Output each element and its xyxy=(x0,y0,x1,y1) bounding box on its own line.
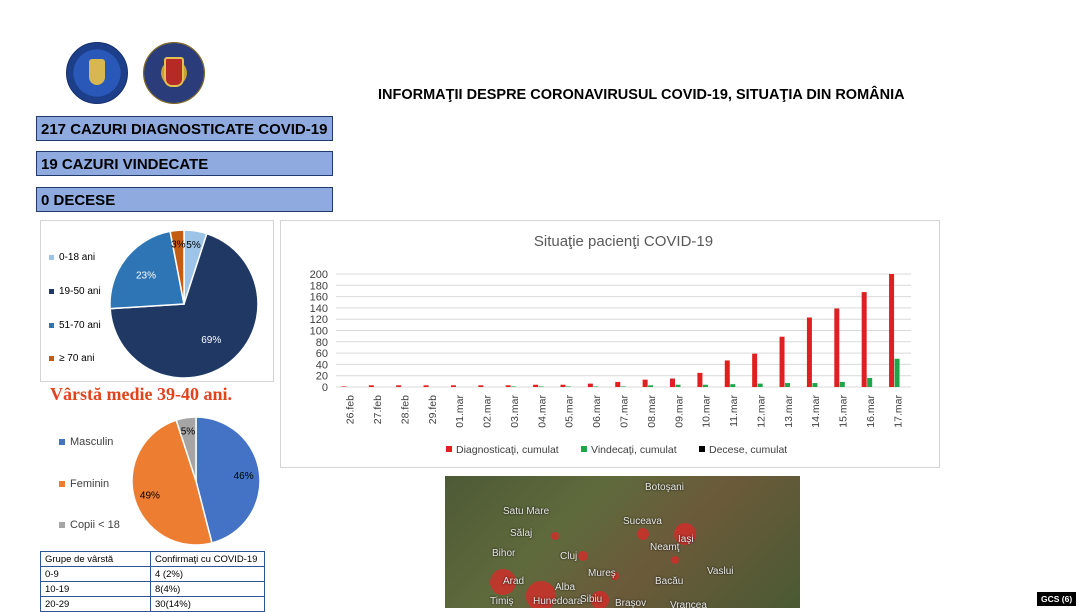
chart-title: Situaţie pacienţi COVID-19 xyxy=(533,233,714,250)
bar xyxy=(539,386,544,387)
bar xyxy=(396,385,401,387)
x-tick-label: 09.mar xyxy=(673,395,686,428)
table-row xyxy=(41,597,265,612)
x-tick-label: 14.mar xyxy=(810,395,823,428)
x-tick-label: 16.mar xyxy=(864,395,877,428)
x-tick-label: 12.mar xyxy=(755,395,768,428)
table-cell: 20-29 xyxy=(41,597,151,612)
age-legend-item: ≥ 70 ani xyxy=(49,353,95,364)
bar xyxy=(752,354,757,387)
age-pie-chart xyxy=(109,229,259,379)
bar xyxy=(566,386,571,387)
romania-map-image xyxy=(445,476,800,608)
x-tick-label: 27.feb xyxy=(372,395,385,425)
x-tick-label: 13.mar xyxy=(782,395,795,428)
case-cluster-dot xyxy=(671,556,679,564)
case-cluster-dot xyxy=(551,532,559,540)
bar xyxy=(451,385,456,387)
case-cluster-dot xyxy=(578,551,588,561)
x-tick-label: 07.mar xyxy=(618,395,631,428)
y-tick-label: 60 xyxy=(315,348,328,361)
age-legend-item: 51-70 ani xyxy=(49,320,101,331)
x-tick-label: 05.mar xyxy=(563,395,576,428)
legend-label: Vindecaţi, cumulat xyxy=(591,444,677,456)
x-tick-label: 10.mar xyxy=(700,395,713,428)
legend-swatch xyxy=(581,446,587,452)
table-cell: 10-19 xyxy=(41,582,151,597)
x-tick-label: 03.mar xyxy=(508,395,521,428)
bar xyxy=(621,386,626,387)
y-tick-label: 40 xyxy=(315,359,328,372)
y-tick-label: 140 xyxy=(309,302,328,315)
table-row xyxy=(41,567,265,582)
bar xyxy=(758,384,763,387)
bar xyxy=(588,384,593,387)
table-header-cell: Confirmaţi cu COVID-19 xyxy=(151,552,265,567)
bar xyxy=(676,385,681,387)
bar xyxy=(670,379,675,387)
bar xyxy=(697,373,702,387)
table-cell: 0-9 xyxy=(41,567,151,582)
map-county-label: Vrancea xyxy=(670,600,707,608)
map-county-label: Botoşani xyxy=(645,482,684,493)
gender-pie-chart xyxy=(128,413,264,549)
y-tick-label: 0 xyxy=(321,382,328,394)
bar xyxy=(862,292,867,387)
patients-bar-chart xyxy=(281,221,939,467)
legend-label: Diagnosticaţi, cumulat xyxy=(456,444,559,456)
age-pie-label: 3% xyxy=(171,239,186,251)
bar xyxy=(560,385,565,387)
x-tick-label: 06.mar xyxy=(591,395,604,428)
bar xyxy=(341,386,346,387)
average-age-note: Vârstă medie 39-40 ani. xyxy=(50,384,232,404)
bar xyxy=(424,385,429,387)
gender-pie-label: 49% xyxy=(139,490,160,502)
map-county-label: Bihor xyxy=(492,548,516,559)
bar xyxy=(730,384,735,387)
map-county-label: Alba xyxy=(555,582,576,593)
y-tick-label: 160 xyxy=(309,291,328,304)
age-group-table xyxy=(40,551,265,612)
x-tick-label: 01.mar xyxy=(454,395,467,428)
bar xyxy=(834,308,839,387)
y-tick-label: 100 xyxy=(309,325,328,338)
age-pie-label: 5% xyxy=(186,240,201,252)
deaths-box: 0 DECESE xyxy=(36,187,333,212)
y-tick-label: 180 xyxy=(309,280,328,293)
gender-legend-item: Masculin xyxy=(59,436,113,448)
age-legend-item: 19-50 ani xyxy=(49,286,101,297)
legend-swatch xyxy=(446,446,452,452)
source-badge: GCS (6) xyxy=(1037,592,1076,606)
map-county-label: Timiş xyxy=(490,596,514,607)
age-pie-label: 23% xyxy=(135,270,157,282)
age-legend-item: 0-18 ani xyxy=(49,252,95,263)
legend-swatch xyxy=(699,446,705,452)
y-tick-label: 80 xyxy=(315,336,328,349)
bar xyxy=(785,383,790,387)
map-county-label: Neamţ xyxy=(650,542,680,553)
bar xyxy=(895,359,900,387)
map-county-label: Arad xyxy=(503,576,525,587)
bar xyxy=(533,385,538,387)
map-county-label: Braşov xyxy=(615,598,647,608)
table-cell: 30(14%) xyxy=(151,597,265,612)
map-county-label: Sibiu xyxy=(580,594,603,605)
bar xyxy=(593,386,598,387)
legend-label: Decese, cumulat xyxy=(709,444,788,456)
age-pie-panel xyxy=(40,220,274,382)
table-header-row xyxy=(41,552,265,567)
map-county-label: Bacău xyxy=(655,576,684,587)
gender-pie-label: 46% xyxy=(233,470,254,482)
patients-chart-panel xyxy=(280,220,940,468)
x-tick-label: 17.mar xyxy=(892,395,905,428)
map-county-label: Mureş xyxy=(588,568,616,579)
y-tick-label: 200 xyxy=(309,269,328,281)
bar xyxy=(889,274,894,387)
table-cell: 4 (2%) xyxy=(151,567,265,582)
x-tick-label: 04.mar xyxy=(536,395,549,428)
x-tick-label: 15.mar xyxy=(837,395,850,428)
bar xyxy=(867,378,872,387)
bar xyxy=(478,385,483,387)
bar xyxy=(369,385,374,387)
recovered-cases-box: 19 CAZURI VINDECATE xyxy=(36,151,333,176)
gender-pie-label: 5% xyxy=(180,426,196,438)
x-tick-label: 29.feb xyxy=(426,395,439,425)
bar xyxy=(840,382,845,387)
x-tick-label: 26.feb xyxy=(344,395,357,425)
map-county-label: Sălaj xyxy=(510,528,533,539)
x-tick-label: 28.feb xyxy=(399,395,412,425)
bar xyxy=(643,380,648,387)
bar xyxy=(703,385,708,387)
bar xyxy=(648,385,653,387)
gender-legend-item: Copii < 18 xyxy=(59,519,120,531)
bar xyxy=(812,383,817,387)
x-tick-label: 11.mar xyxy=(728,395,741,427)
y-tick-label: 20 xyxy=(315,370,328,383)
bar xyxy=(511,386,516,387)
gender-legend-item: Feminin xyxy=(59,478,109,490)
y-tick-label: 120 xyxy=(309,314,328,327)
guvernul-romaniei-seal-icon xyxy=(66,42,128,104)
bar xyxy=(615,382,620,387)
table-header-cell: Grupe de vârstă xyxy=(41,552,151,567)
map-county-label: Suceava xyxy=(623,516,662,527)
bar xyxy=(780,337,785,387)
map-county-label: Vaslui xyxy=(707,566,734,577)
bar xyxy=(506,385,511,387)
diagnosed-cases-box: 217 CAZURI DIAGNOSTICATE COVID-19 xyxy=(36,116,333,141)
map-county-label: Satu Mare xyxy=(503,506,550,517)
table-row xyxy=(41,582,265,597)
x-tick-label: 08.mar xyxy=(645,395,658,428)
map-county-label: Cluj xyxy=(560,551,578,562)
mai-seal-icon xyxy=(143,42,205,104)
map-county-label: Hunedoara xyxy=(533,596,583,607)
x-tick-label: 02.mar xyxy=(481,395,494,428)
age-pie-label: 69% xyxy=(201,335,222,347)
page-title: INFORMAŢII DESPRE CORONAVIRUSUL COVID-19, SITUAŢIA DIN ROMÂNIA xyxy=(378,87,905,103)
case-cluster-dot xyxy=(637,528,649,540)
bar xyxy=(725,360,730,387)
map-county-label: Iaşi xyxy=(678,534,694,545)
bar xyxy=(807,318,812,387)
table-cell: 8(4%) xyxy=(151,582,265,597)
